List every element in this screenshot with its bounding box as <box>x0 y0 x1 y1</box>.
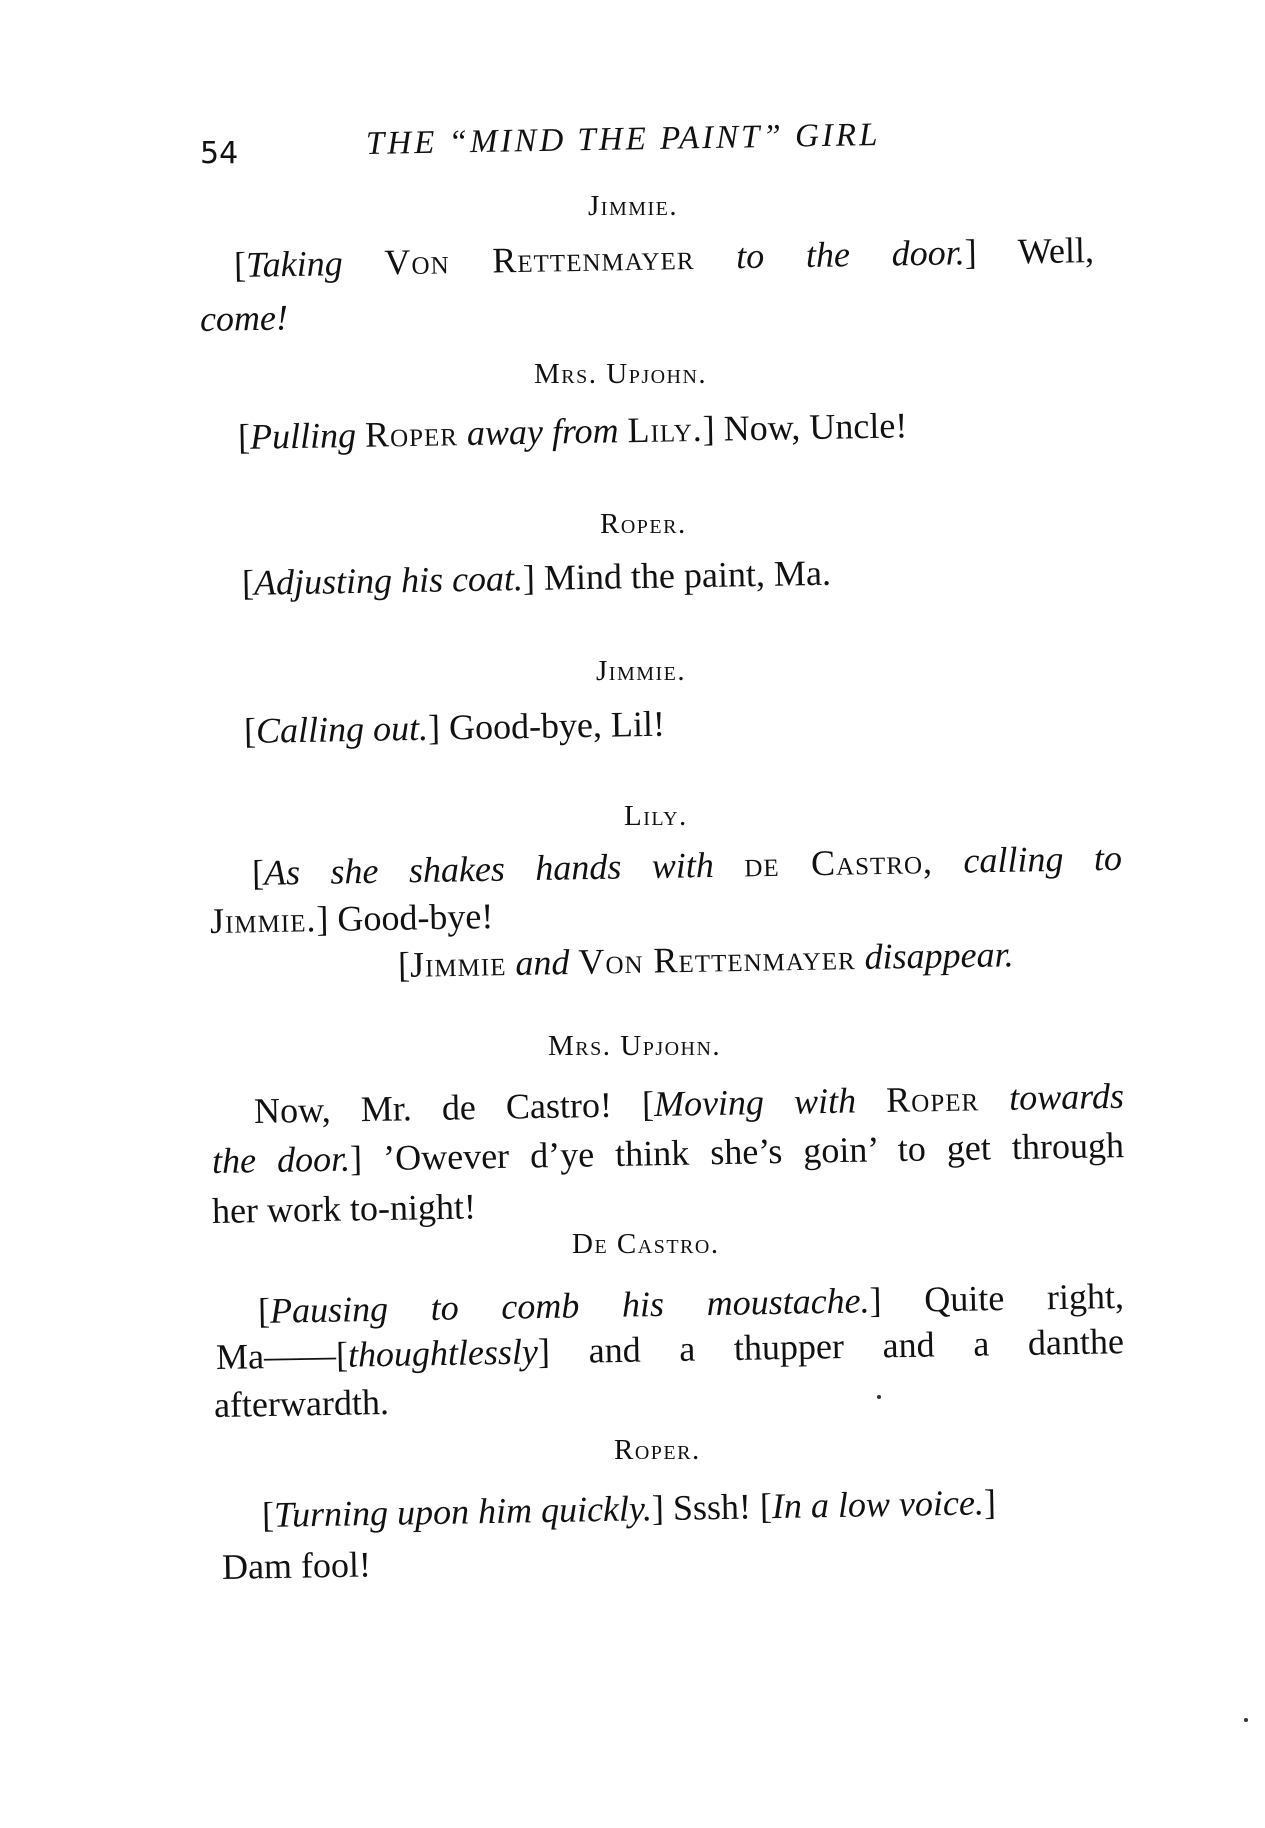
speaker-label: Mrs. Upjohn. <box>548 1030 722 1062</box>
stage-direction-exit: [Jimmie and Von Rettenmayer disappear. <box>397 934 1014 985</box>
dialogue-line: Now, Mr. de Castro! [Moving with Roper towards <box>253 1075 1125 1131</box>
speaker-label: Jimmie. <box>596 655 687 687</box>
speaker-label: Mrs. Upjohn. <box>534 358 708 390</box>
dialogue-line: [Taking Von Rettenmayer to the door.] Well, <box>233 229 1095 285</box>
dialogue-line: afterwardth. <box>213 1381 390 1425</box>
dialogue-line: come! <box>199 297 289 339</box>
speaker-label: Roper. <box>600 508 687 540</box>
speaker-label: Roper. <box>614 1434 701 1466</box>
speaker-label: De Castro. <box>572 1228 720 1260</box>
dialogue-line: her work to-night! <box>211 1186 477 1231</box>
scan-speck <box>877 1395 881 1399</box>
dialogue-line: [Pulling Roper away from Lily.] Now, Uncle! <box>237 405 908 457</box>
dialogue-line: [Pausing to comb his moustache.] Quite right, <box>257 1275 1125 1331</box>
dialogue-line: [As she shakes hands with de Castro, calling to <box>251 837 1123 893</box>
dialogue-line: Ma——[thoughtlessly] and a thupper and a danthe <box>215 1321 1125 1377</box>
dialogue-line: the door.] ’Owever d’ye think she’s goin’ to get through <box>211 1125 1125 1181</box>
speaker-label: Jimmie. <box>588 190 679 222</box>
speaker-label: Lily. <box>624 800 688 832</box>
dialogue-line: Jimmie.] Good-bye! <box>209 896 494 941</box>
scan-speck <box>1244 1718 1248 1722</box>
dialogue-line: [Turning upon him quickly.] Sssh! [In a low voice.] <box>261 1482 997 1535</box>
running-title: THE “MIND THE PAINT” GIRL <box>365 117 881 162</box>
dialogue-line: [Adjusting his coat.] Mind the paint, Ma. <box>241 552 832 603</box>
page-number: 54 <box>200 136 239 171</box>
dialogue-line: Dam fool! <box>221 1544 372 1587</box>
dialogue-line: [Calling out.] Good-bye, Lil! <box>243 703 666 751</box>
